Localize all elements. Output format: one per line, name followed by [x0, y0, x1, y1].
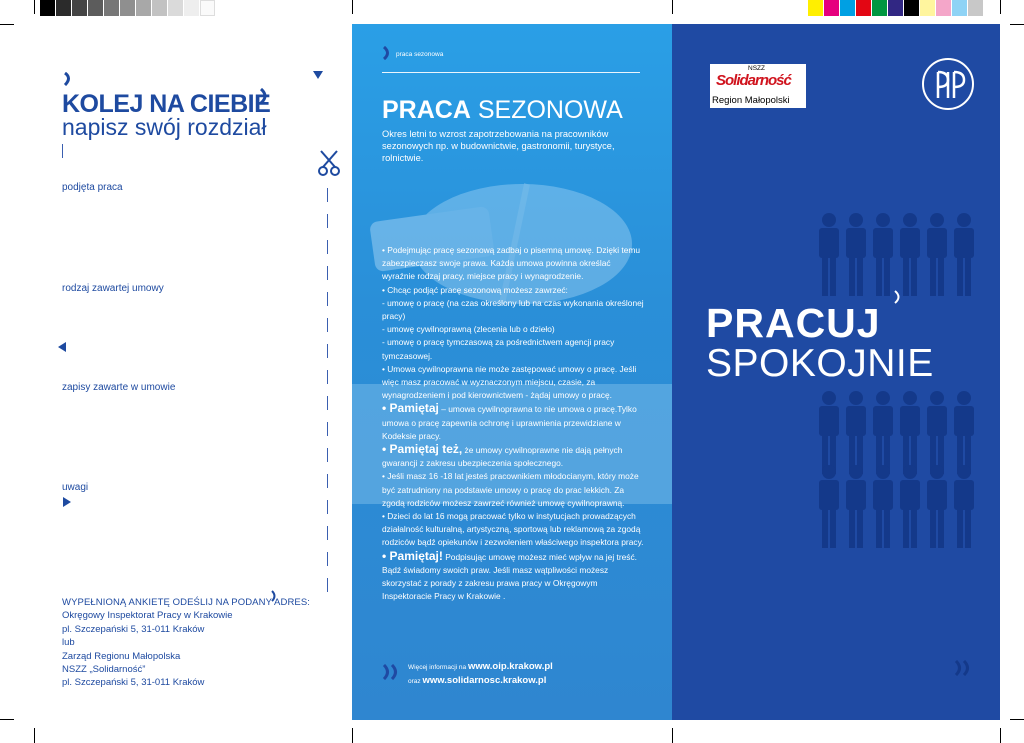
- quote-mark-icon: [954, 660, 974, 676]
- quote-mark-icon: [258, 88, 270, 104]
- remember-note: [382, 550, 644, 604]
- section-label: praca sezonowa: [396, 51, 444, 58]
- more-info-prefix: Więcej informacji na: [408, 664, 468, 671]
- people-icon: [816, 464, 986, 554]
- logo-main-text: Solidarność: [716, 72, 791, 89]
- emphasis: • Pamiętaj!: [382, 548, 443, 563]
- quote-mark-icon: [382, 664, 402, 680]
- emphasis-text: że umowy cywilnoprawne nie dają pełnych gwarancji z zakresu ubezpieczenia społecznego.: [382, 445, 623, 469]
- body-text: [382, 244, 644, 603]
- title-bold: PRACA: [382, 96, 471, 124]
- seasonal-work-panel: [352, 24, 672, 720]
- logo-small-text: NSZZ: [748, 65, 765, 72]
- cover-panel: [672, 24, 1000, 720]
- survey-panel: [0, 0, 352, 743]
- remember-note: [382, 402, 644, 443]
- survey-subtitle: napisz swój rozdział: [62, 114, 267, 140]
- pip-logo-icon: [922, 58, 974, 110]
- address-line: Zarząd Regionu Małopolska: [62, 650, 181, 662]
- logo-region-text: Region Małopolski: [712, 95, 790, 106]
- address-line: lub: [62, 637, 75, 649]
- more-info-and: oraz: [408, 678, 423, 685]
- address-line: pl. Szczepański 5, 31-011 Kraków: [62, 677, 205, 689]
- quote-mark-icon: [893, 290, 903, 304]
- triangle-right-icon: [63, 497, 71, 507]
- address-heading: WYPEŁNIONĄ ANKIETĘ ODEŚLIJ NA PODANY ADRES:: [62, 597, 311, 608]
- more-info: [408, 660, 553, 688]
- field-label-notes: uwagi: [62, 482, 89, 493]
- quote-mark-icon: [270, 590, 278, 602]
- emphasis-text: Podpisując umowę możesz mieć wpływ na jej treść. Bądź świadomy swoich praw. Jeśli masz wątpliwości możesz skorzystać z porady z zakresu prawa pracy w Okręgowym Inspektoracie Pracy w Krakowie .: [382, 551, 637, 602]
- return-address: [62, 596, 310, 690]
- title-light: SEZONOWA: [477, 96, 623, 124]
- people-icon: [816, 212, 986, 302]
- emphasis: • Pamiętaj też,: [382, 442, 463, 457]
- field-label-contract-terms: zapisy zawarte w umowie: [62, 382, 176, 393]
- solidarnosc-logo: [710, 64, 806, 108]
- quote-mark-icon: [62, 72, 74, 86]
- paragraph: • Umowa cywilnoprawna nie może zastępować umowy o pracę. Jeśli więc masz pracować w wyznaczonym miejscu, czasie, za wynagrodzeniem i pod kierownictwem - żądaj umowy o pracę.: [382, 363, 637, 401]
- field-label-job: podjęta praca: [62, 182, 123, 193]
- divider: [382, 72, 640, 73]
- address-line: Okręgowy Inspektorat Pracy w Krakowie: [62, 610, 233, 622]
- scissors-icon: [318, 150, 340, 176]
- remember-note: [382, 443, 644, 470]
- headline-line2: SPOKOJNIE: [706, 342, 934, 385]
- paragraph: • Dzieci do lat 16 mogą pracować tylko w instytucjach prowadzących działalność kulturalną, artystyczną, sportową lub reklamową za zgodą rodziców bądź opiekunów i zezwoleniem właściwego inspektora pracy.: [382, 511, 644, 548]
- section-title: [382, 96, 623, 125]
- divider: [62, 144, 63, 158]
- address-line: NSZZ „Solidarność”: [62, 664, 146, 676]
- paragraph: - umowę o pracę tymczasową za pośrednictwem agencji pracy tymczasowej.: [382, 337, 615, 361]
- paragraph: - umowę o pracę (na czas określony lub na czas wykonania określonej pracy): [382, 297, 644, 322]
- address-line: pl. Szczepański 5, 31-011 Kraków: [62, 623, 205, 635]
- paragraph: • Jeśli masz 16 -18 lat jesteś pracownikiem młodocianym, który może być zatrudniony na podstawie umowy o pracę do prac lekkich. Za zgodą rodziców możesz zawrzeć również umowę cywilnoprawną.: [382, 471, 639, 508]
- triangle-down-icon: [313, 71, 323, 79]
- intro-text: Okres letni to wzrost zapotrzebowania na pracowników sezonowych np. w budownictwie, gastronomii, turystyce, rolnictwie.: [382, 129, 615, 163]
- paragraph: • Podejmując pracę sezonową zadbaj o pisemną umowę. Dzięki temu zabezpieczasz swoje prawa. Każda umowa powinna określać wyraźnie rodzaj pracy, miejsce pracy i wynagrodzenie.: [382, 245, 641, 282]
- solidarnosc-link[interactable]: www.solidarnosc.krakow.pl: [422, 675, 547, 686]
- field-label-contract-type: rodzaj zawartej umowy: [62, 283, 164, 294]
- emphasis-text: – umowa cywilnoprawna to nie umowa o pracę.Tylko umowa o pracę zapewnia ochronę i uprawnienia przewidziane w Kodeksie pracy.: [382, 404, 637, 441]
- headline-line1: PRACUJ: [706, 300, 881, 346]
- quote-mark-icon: [382, 46, 392, 60]
- emphasis: • Pamiętaj: [382, 401, 439, 416]
- triangle-left-icon: [58, 342, 66, 352]
- paragraph: - umowę cywilnoprawną (zlecenia lub o dzieło): [382, 324, 555, 335]
- oip-link[interactable]: www.oip.krakow.pl: [467, 661, 553, 672]
- survey-title: KOLEJ NA CIEBIE: [62, 90, 271, 118]
- paragraph: • Chcąc podjąć pracę sezonową możesz zawrzeć:: [382, 284, 568, 295]
